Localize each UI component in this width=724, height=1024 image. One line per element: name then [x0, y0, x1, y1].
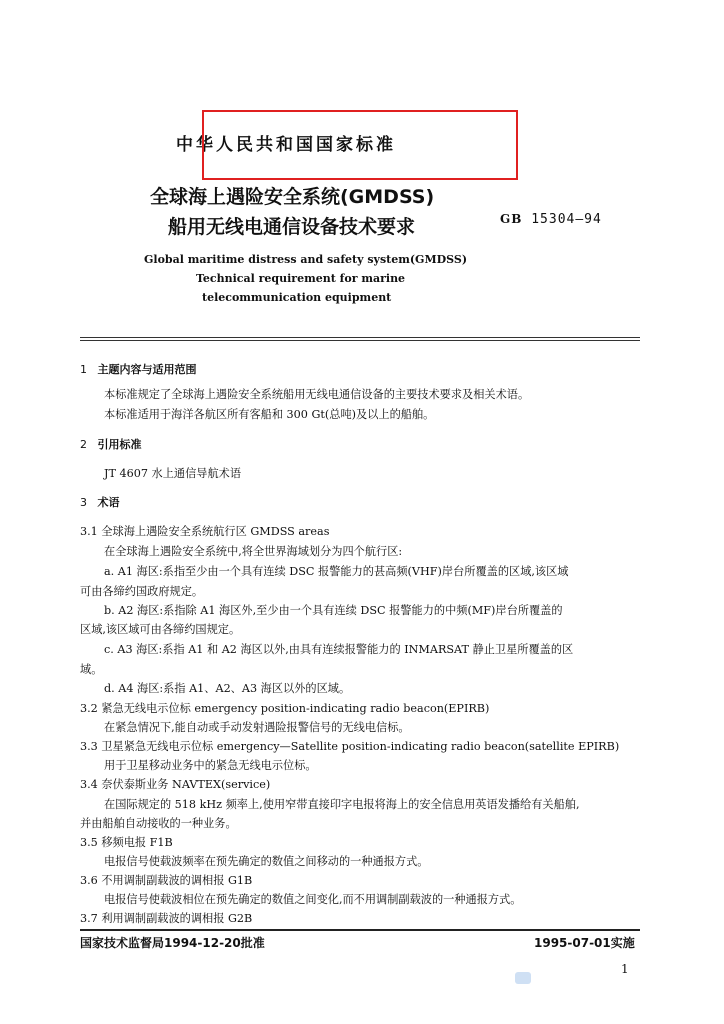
- section-2-para-1: JT 4607 水上通信导航术语: [104, 467, 242, 480]
- term-3-4: 3.4 奈伏泰斯业务 NAVTEX(service): [80, 778, 271, 791]
- en-title-3: telecommunication equipment: [202, 291, 392, 304]
- standard-type: 中华人民共和国国家标准: [176, 135, 396, 155]
- term-3-5-text: 电报信号使载波频率在预先确定的数值之间移动的一种通报方式。: [104, 855, 429, 868]
- section-1-heading: [80, 361, 197, 377]
- section-1-number: 1: [80, 363, 87, 376]
- term-3-2: 3.2 紧急无线电示位标 emergency position-indicating radio beacon(EPIRB): [80, 702, 490, 715]
- section-3-heading: [80, 494, 120, 510]
- highlight-box: [202, 110, 518, 180]
- term-3-1-d: d. A4 海区:系指 A1、A2、A3 海区以外的区域。: [104, 682, 351, 695]
- section-2-number: 2: [80, 438, 87, 451]
- term-3-2-text: 在紧急情况下,能自动或手动发射遇险报警信号的无线电信标。: [104, 721, 410, 734]
- en-title-1: Global maritime distress and safety system(GMDSS): [144, 253, 468, 266]
- term-3-3-text: 用于卫星移动业务中的紧急无线电示位标。: [104, 759, 317, 772]
- section-2-heading: [80, 436, 142, 452]
- term-3-6-text: 电报信号使载波相位在预先确定的数值之间变化,而不用调制副载波的一种通报方式。: [104, 893, 522, 906]
- title-line-1: 全球海上遇险安全系统(GMDSS): [150, 186, 435, 208]
- term-3-1-b-2: 区域,该区域可由各缔约国规定。: [80, 623, 241, 636]
- term-3-4-text-1: 在国际规定的 518 kHz 频率上,使用窄带直接印字电报将海上的安全信息用英语发播给有关船舶,: [104, 798, 580, 811]
- header-rule-2: [80, 340, 640, 341]
- gb-prefix: GB: [500, 212, 523, 226]
- section-1-title: 主题内容与适用范围: [97, 363, 197, 376]
- gb-number: [500, 212, 602, 227]
- implementation-date: 1995-07-01实施: [534, 936, 635, 950]
- page-number: 1: [621, 962, 629, 976]
- term-3-1-c-2: 域。: [80, 663, 103, 676]
- term-3-6: 3.6 不用调制副载波的调相报 G1B: [80, 874, 253, 887]
- title-line-2: 船用无线电通信设备技术要求: [168, 216, 416, 238]
- approval-date: 国家技术监督局1994-12-20批准: [80, 936, 265, 950]
- term-3-1-a-2: 可由各缔约国政府规定。: [80, 585, 204, 598]
- term-3-3: 3.3 卫星紧急无线电示位标 emergency—Satellite position-indicating radio beacon(satellite EPIRB): [80, 740, 620, 753]
- section-2-title: 引用标准: [97, 438, 142, 451]
- term-3-1: 3.1 全球海上遇险安全系统航行区 GMDSS areas: [80, 525, 330, 538]
- term-3-7: 3.7 利用调制副载波的调相报 G2B: [80, 912, 253, 925]
- watermark-icon: [515, 972, 531, 984]
- section-3-title: 术语: [97, 496, 120, 509]
- header-rule: [80, 337, 640, 338]
- footer-rule: [80, 929, 640, 931]
- section-1-para-1: 本标准规定了全球海上遇险安全系统船用无线电通信设备的主要技术要求及相关术语。: [104, 388, 530, 401]
- term-3-5: 3.5 移频电报 F1B: [80, 836, 173, 849]
- term-3-1-b-1: b. A2 海区:系指除 A1 海区外,至少由一个具有连续 DSC 报警能力的中频(MF)岸台所覆盖的: [104, 604, 563, 617]
- en-title-2: Technical requirement for marine: [196, 272, 406, 285]
- gb-code: 15304—94: [531, 212, 602, 227]
- term-3-1-text: 在全球海上遇险安全系统中,将全世界海域划分为四个航行区:: [104, 545, 403, 558]
- section-3-number: 3: [80, 496, 87, 509]
- term-3-4-text-2: 并由船舶自动接收的一种业务。: [80, 817, 237, 830]
- term-3-1-a-1: a. A1 海区:系指至少由一个具有连续 DSC 报警能力的甚高频(VHF)岸台所覆盖的区域,该区域: [104, 565, 569, 578]
- term-3-1-c-1: c. A3 海区:系指 A1 和 A2 海区以外,由具有连续报警能力的 INMARSAT 静止卫星所覆盖的区: [104, 643, 574, 656]
- section-1-para-2: 本标准适用于海洋各航区所有客船和 300 Gt(总吨)及以上的船舶。: [104, 408, 435, 421]
